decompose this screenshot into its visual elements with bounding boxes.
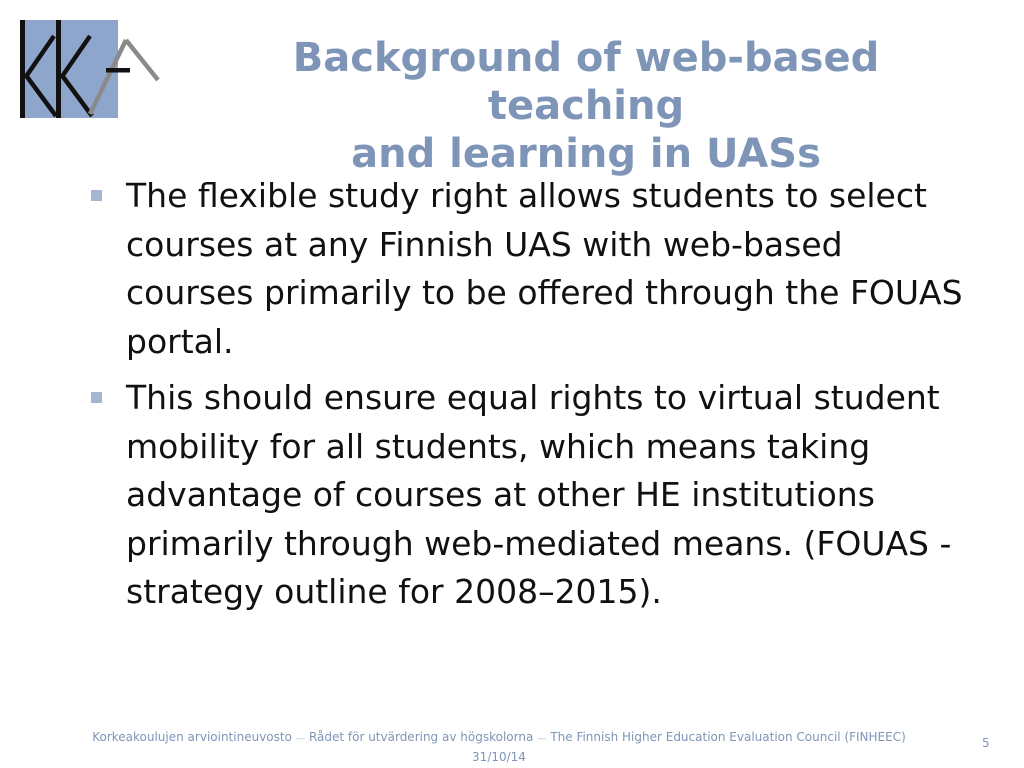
bullet-item [88, 374, 978, 617]
bullet-text: The flexible study right allows students to select courses at any Finnish UAS with web-based courses primarily to be offered through the FOUAS portal. [126, 176, 963, 361]
footer-date: 31/10/14 [472, 750, 526, 764]
square-bullet-icon [91, 392, 102, 403]
slide-title-line-1: Background of web-based teaching [292, 35, 880, 129]
footer-org-fi: Korkeakoulujen arviointineuvosto [92, 730, 292, 744]
footer-separator: — [295, 734, 305, 744]
slide-title-line-2: and learning in UASs [351, 131, 821, 177]
slide-title [200, 34, 972, 178]
slide-footer [40, 728, 958, 766]
footer-separator: — [537, 734, 547, 744]
footer-org-en: The Finnish Higher Education Evaluation Council (FINHEEC) [550, 730, 906, 744]
bullet-item [88, 172, 978, 366]
page-number: 5 [982, 736, 990, 750]
footer-org-sv: Rådet för utvärdering av högskolorna [308, 730, 534, 744]
kka-logo-icon [18, 18, 162, 120]
bullet-text: This should ensure equal rights to virtual student mobility for all students, which means taking advantage of courses at other HE institutions primarily through web-mediated means. (FOUAS - strategy outline for 2008–2015). [126, 378, 952, 611]
square-bullet-icon [91, 190, 102, 201]
bullet-list [88, 172, 978, 625]
